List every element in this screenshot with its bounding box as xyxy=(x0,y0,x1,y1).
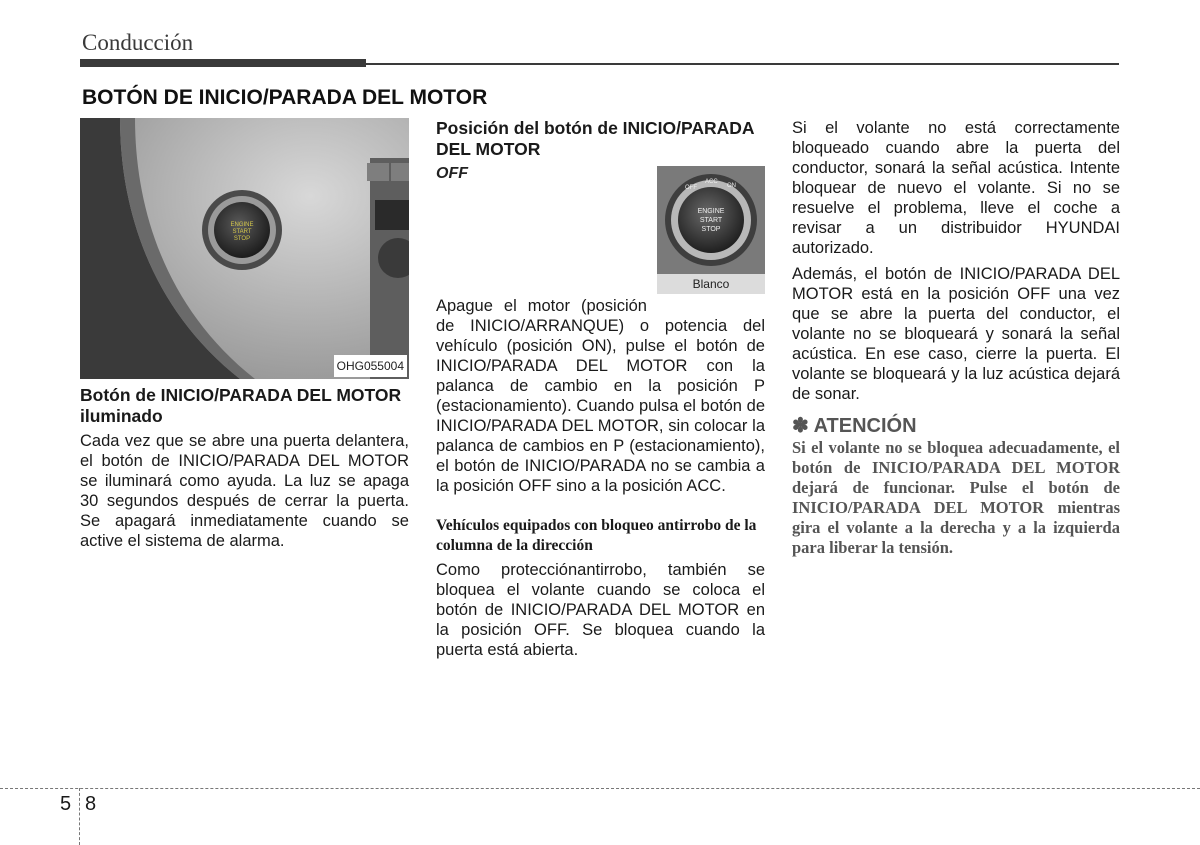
svg-text:ENGINE: ENGINE xyxy=(697,208,725,215)
steering-not-locked-text: Si el volante no está correctamente bloqueado cuando abre la puerta del conductor, sonará la señal acústica. Intente bloquear de nuevo el volante. Si no se resuelve el problema, lleve el coche a revisar a un distribuidor HYUNDAI autorizado. xyxy=(792,119,1120,257)
footer-vertical-divider xyxy=(79,788,80,845)
steering-lock-text: Como protecciónantirrobo, también se bloquea el volante cuando se coloca el botón de INICIO/PARADA DEL MOTOR en la posición OFF. Se bloquea cuando la puerta está abierta. xyxy=(436,561,765,659)
steering-lock-heading: Vehículos equipados con bloqueo antirrobo de la columna de la dirección xyxy=(436,517,757,554)
off-button-caption: Blanco xyxy=(657,274,765,294)
column-1 xyxy=(80,118,409,557)
svg-text:START: START xyxy=(232,229,252,235)
column-2 xyxy=(436,118,765,666)
svg-text:OFF: OFF xyxy=(685,185,697,191)
illuminated-button-text: Cada vez que se abre una puerta delantera, el botón de INICIO/PARADA DEL MOTOR se iluminará como ayuda. La luz se apaga 30 segundos después de cerrar la puerta. Se apagará inmediatamente cuando se active el sistema de alarma. xyxy=(80,432,409,550)
off-button-figure xyxy=(657,166,765,294)
header-rule-thick xyxy=(80,59,366,67)
footer-divider xyxy=(0,788,1200,789)
button-position-text: Apague el motor (posición de INICIO/ARRANQUE) o potencia del vehículo (posición ON), pulse el botón de INICIO/PARADA DEL MOTOR con la palanca de cambio en la posición P (estacionamiento). Cuando pulsa el botón de INICIO/PARADA DEL MOTOR, sin colocar la palanca de cambios en P (estacionamiento), el botón de INICIO/PARADA no se cambia a la posición OFF sino a la posición ACC. xyxy=(436,297,765,495)
svg-text:START: START xyxy=(699,217,723,224)
off-label: OFF xyxy=(436,165,468,182)
svg-text:ENGINE: ENGINE xyxy=(230,222,254,228)
svg-text:ON: ON xyxy=(727,183,736,189)
page-title: BOTÓN DE INICIO/PARADA DEL MOTOR xyxy=(82,86,488,109)
off-position-text: Además, el botón de INICIO/PARADA DEL MOTOR está en la posición OFF una vez que se abre la puerta del conductor, el volante no se bloqueará y sonará la señal acústica. En ese caso, cierre la puerta. El volante se bloqueará y la luz acústica dejará de sonar. xyxy=(792,265,1120,403)
svg-text:STOP: STOP xyxy=(701,226,721,233)
photo-code: OHG055004 xyxy=(334,355,407,377)
dashboard-photo xyxy=(80,118,409,379)
engine-button-photo-icon xyxy=(80,118,409,379)
column-3 xyxy=(792,118,1120,558)
illuminated-button-heading: Botón de INICIO/PARADA DEL MOTOR iluminado xyxy=(80,385,402,426)
page-chapter: 5 xyxy=(60,793,72,815)
svg-text:STOP: STOP xyxy=(233,236,251,242)
button-position-heading: Posición del botón de INICIO/PARADA DEL MOTOR xyxy=(436,118,754,159)
header-rule-thin xyxy=(366,63,1119,65)
attention-text: Si el volante no se bloquea adecuadamente, el botón de INICIO/PARADA DEL MOTOR dejará de funcionar. Pulse el botón de INICIO/PARADA DEL MOTOR mientras gira el volante a la derecha y a la izquierda para liberar la tensión. xyxy=(792,438,1120,557)
section-title: Conducción xyxy=(82,30,194,55)
svg-text:ACC: ACC xyxy=(705,179,718,185)
page-number: 8 xyxy=(85,793,97,815)
off-button-icon xyxy=(657,166,765,274)
attention-heading: ✽ ATENCIÓN xyxy=(792,415,917,437)
